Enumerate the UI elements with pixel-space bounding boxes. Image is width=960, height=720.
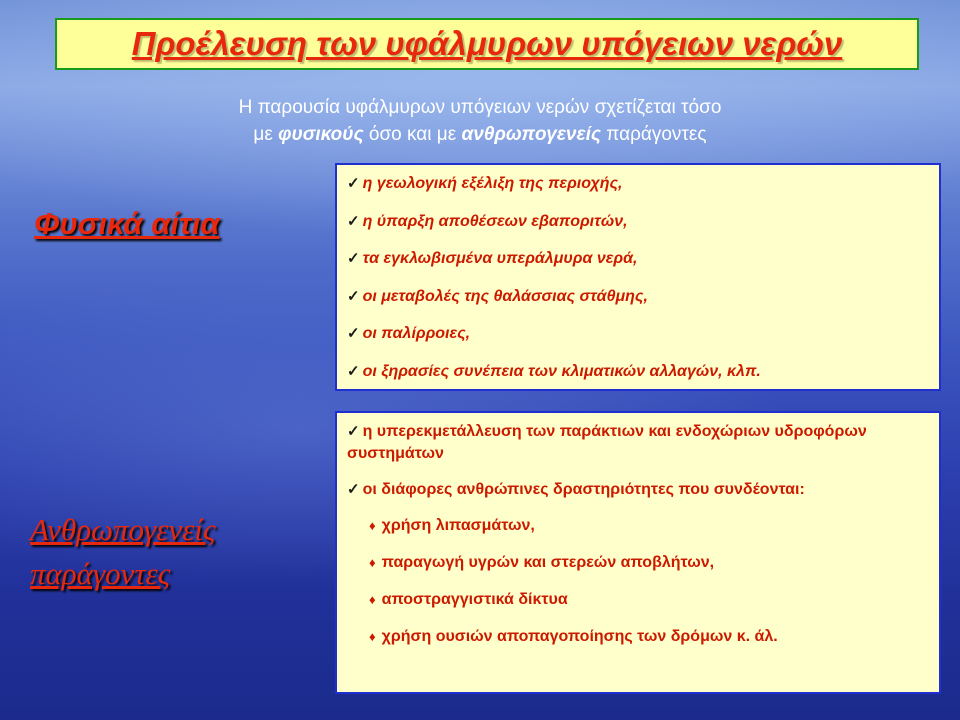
sub-list-item-text: παραγωγή υγρών και στερεών αποβλήτων,	[381, 554, 715, 571]
sub-list-item	[347, 515, 931, 552]
check-icon: ✓	[347, 362, 360, 380]
list-item-text: η ύπαρξη αποθέσεων εβαποριτών,	[362, 212, 628, 230]
subtitle-line-1: Η παρουσία υφάλμυρων υπόγειων νερών σχετίζεται τόσο	[238, 97, 722, 118]
subtitle-text: παράγοντες	[600, 124, 707, 145]
list-item-text: οι παλίρροιες,	[362, 325, 471, 342]
list-item	[347, 479, 931, 501]
check-icon: ✓	[347, 212, 360, 230]
anthropogenic-heading-line-1: Ανθρωπογενείς	[30, 512, 216, 547]
check-icon: ✓	[347, 250, 360, 267]
diamond-bullet-icon: ♦	[369, 592, 376, 607]
list-item-text: η γεωλογική εξέλιξη της περιοχής,	[362, 175, 623, 192]
subtitle-line-2	[0, 121, 960, 148]
list-item	[347, 286, 931, 324]
sub-list-item	[347, 626, 931, 663]
list-item	[347, 361, 931, 399]
check-icon: ✓	[347, 325, 360, 342]
list-item-text: οι διάφορες ανθρώπινες δραστηριότητες που συνδέονται:	[362, 481, 805, 498]
list-item	[347, 248, 931, 286]
subtitle-text: με	[253, 124, 279, 145]
check-icon: ✓	[347, 423, 360, 440]
list-item-text: οι ξηρασίες συνέπεια των κλιματικών αλλαγών, κλπ.	[362, 362, 761, 380]
check-icon: ✓	[347, 287, 360, 305]
list-item	[347, 421, 931, 465]
diamond-bullet-icon: ♦	[369, 518, 376, 533]
sub-list-item	[347, 589, 931, 626]
check-icon: ✓	[347, 481, 360, 498]
natural-causes-box	[335, 163, 941, 391]
list-item-text: η υπερεκμετάλλευση των παράκτιων και ενδοχώριων υδροφόρων συστημάτων	[347, 423, 867, 462]
diamond-bullet-icon: ♦	[369, 629, 376, 644]
sub-list-item-text: χρήση λιπασμάτων,	[381, 517, 535, 534]
anthropogenic-factors-heading	[30, 508, 216, 596]
sub-list-item	[347, 552, 931, 589]
subtitle-emphasis-natural: φυσικούς	[278, 124, 364, 145]
list-item	[347, 323, 931, 361]
subtitle-emphasis-anthropogenic: ανθρωπογενείς	[461, 124, 601, 145]
list-item	[347, 211, 931, 249]
title-box	[55, 18, 919, 70]
sub-list-item-text: αποστραγγιστικά δίκτυα	[381, 591, 568, 608]
diamond-bullet-icon: ♦	[369, 555, 376, 570]
list-item	[347, 173, 931, 211]
list-item-text: τα εγκλωβισμένα υπεράλμυρα νερά,	[362, 250, 638, 267]
anthropogenic-heading-line-2: παράγοντες	[30, 556, 171, 591]
anthropogenic-factors-box	[335, 411, 941, 694]
natural-causes-heading: Φυσικά αίτια	[34, 206, 220, 241]
subtitle	[0, 94, 960, 148]
check-icon: ✓	[347, 175, 360, 192]
sub-list-item-text: χρήση ουσιών αποπαγοποίησης των δρόμων κ. άλ.	[381, 628, 778, 645]
list-item-text: οι μεταβολές της θαλάσσιας στάθμης,	[362, 287, 648, 305]
page-title: Προέλευση των υφάλμυρων υπόγειων νερών	[131, 25, 843, 62]
subtitle-text: όσο και με	[363, 124, 462, 145]
